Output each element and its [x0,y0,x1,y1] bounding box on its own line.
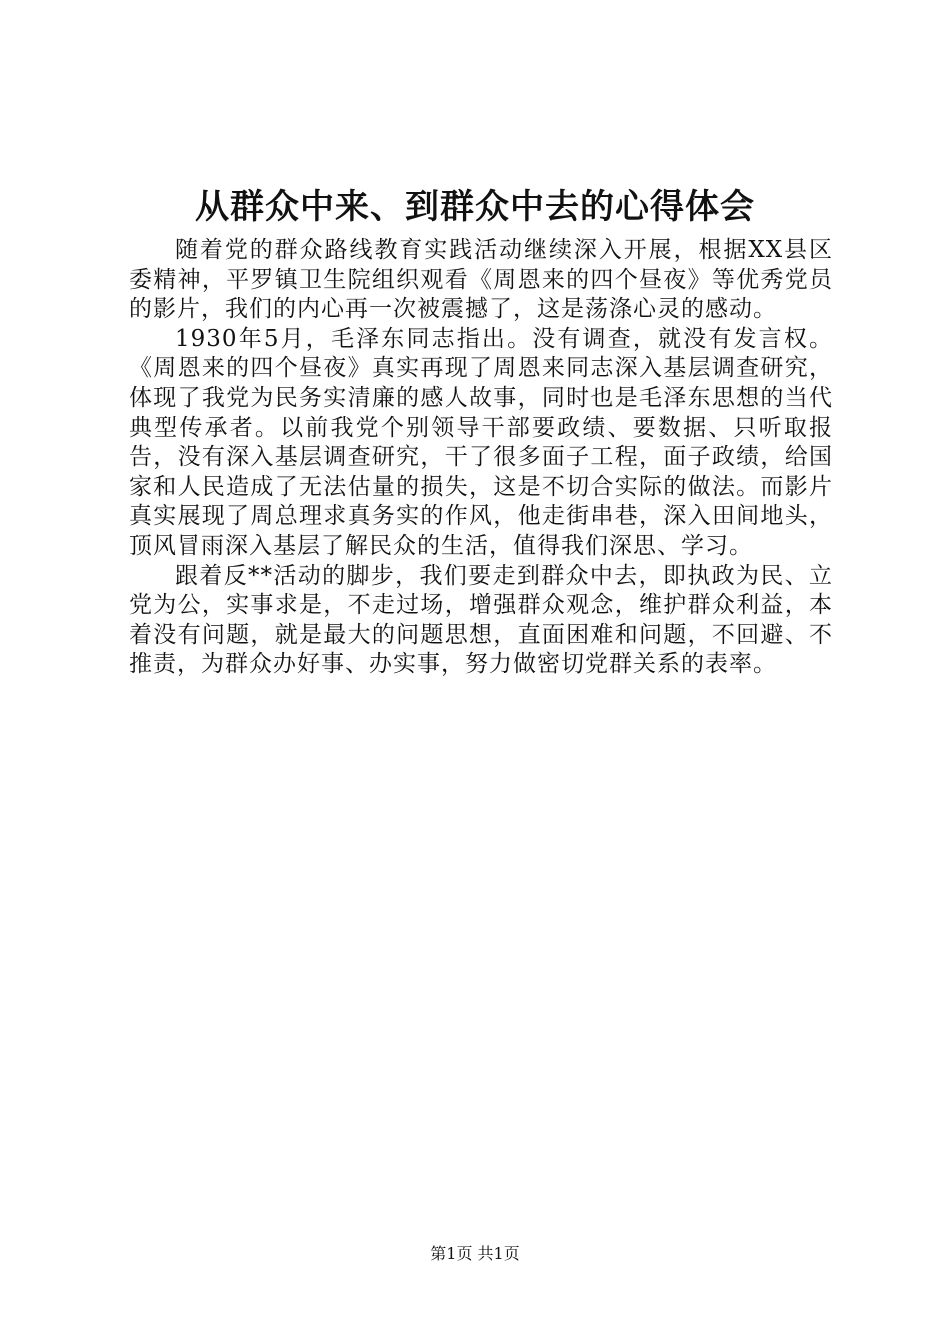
document-title: 从群众中来、到群众中去的心得体会 [195,187,755,227]
page-number-footer: 第1页 共1页 [430,1244,520,1263]
document-body [129,236,833,680]
paragraph-2: 1930年5月，毛泽东同志指出。没有调查，就没有发言权。《周恩来的四个昼夜》真实再现了周恩来同志深入基层调查研究，体现了我党为民务实清廉的感人故事，同时也是毛泽东思想的当代典型传承者。以前我党个别领导干部要政绩、要数据、只听取报告，没有深入基层调查研究，干了很多面子工程，面子政绩，给国家和人民造成了无法估量的损失，这是不切合实际的做法。而影片真实展现了周总理求真务实的作风，他走街串巷，深入田间地头，顶风冒雨深入基层了解民众的生活，值得我们深思、学习。 [129,325,833,559]
paragraph-1: 随着党的群众路线教育实践活动继续深入开展，根据XX县区委精神，平罗镇卫生院组织观看《周恩来的四个昼夜》等优秀党员的影片，我们的内心再一次被震撼了，这是荡涤心灵的感动。 [129,237,833,323]
paragraph-3: 跟着反**活动的脚步，我们要走到群众中去，即执政为民、立党为公，实事求是，不走过场，增强群众观念，维护群众利益，本着没有问题，就是最大的问题思想，直面困难和问题，不回避、不推责，为群众办好事、办实事，努力做密切党群关系的表率。 [129,562,833,678]
